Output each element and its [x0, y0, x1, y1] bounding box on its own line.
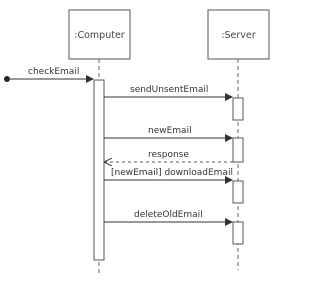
activation-server-1	[233, 98, 243, 120]
message-response-label: response	[148, 150, 189, 160]
lifeline-server	[208, 10, 269, 270]
message-send-unsent-email-label: sendUnsentEmail	[130, 85, 209, 95]
activation-server-2	[233, 138, 243, 162]
activation-computer	[94, 80, 104, 260]
message-download-email	[104, 168, 233, 180]
activation-server-4	[233, 222, 243, 244]
message-download-email-label: [newEmail] downloadEmail	[111, 168, 233, 178]
found-message-label: checkEmail	[28, 67, 80, 77]
message-new-email-label: newEmail	[148, 126, 192, 136]
message-delete-old-email-label: deleteOldEmail	[134, 210, 203, 220]
message-delete-old-email	[104, 210, 232, 222]
found-message-checkemail	[4, 67, 93, 82]
lifeline-server-title: :Server	[221, 30, 256, 41]
lifeline-computer-title: :Computer	[74, 30, 125, 41]
activation-server-3	[233, 181, 243, 203]
lifeline-computer	[69, 10, 130, 276]
message-new-email	[104, 126, 232, 138]
message-response	[105, 150, 233, 162]
message-send-unsent-email	[104, 85, 232, 97]
